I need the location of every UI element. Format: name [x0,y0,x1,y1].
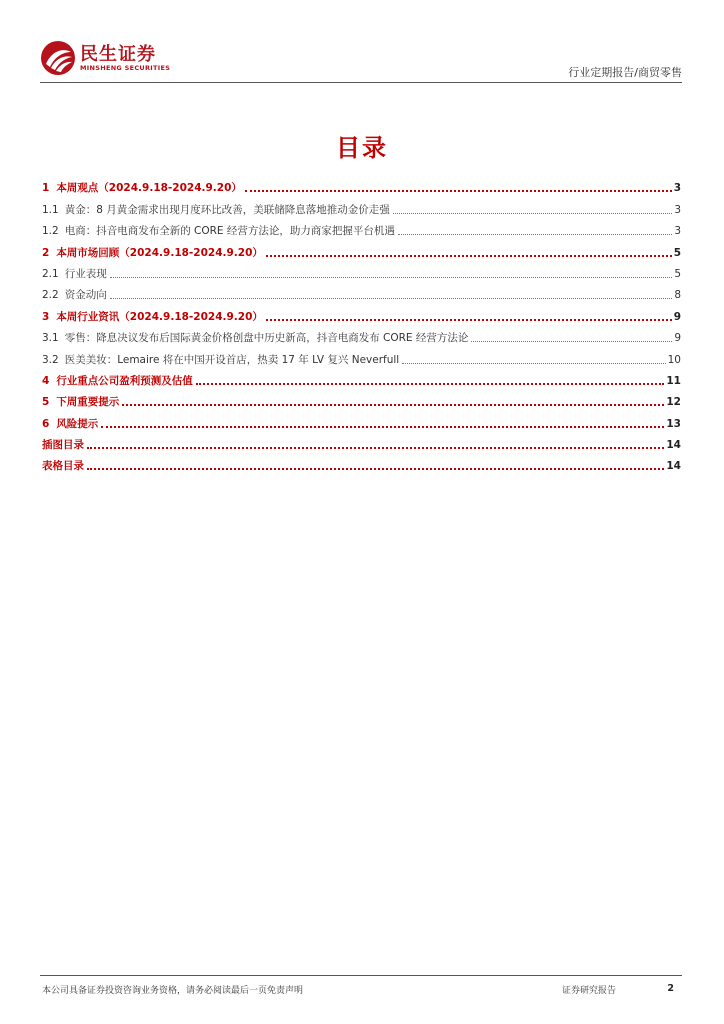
toc-dot-leader [87,468,664,470]
toc-dot-leader [196,383,665,385]
toc-entry-page: 14 [666,439,681,452]
toc-entry[interactable] [42,324,681,345]
toc-dot-leader [101,426,664,428]
toc-entry[interactable] [42,452,681,473]
toc-dot-leader [471,341,672,342]
toc-entry-number: 1.2 [42,225,59,238]
toc-entry-title: 电商：抖音电商发布全新的 CORE 经营方法论，助力商家把握平台机遇 [64,225,395,238]
toc-entry-page: 10 [667,353,681,366]
toc-dot-leader [266,319,672,321]
toc-dot-leader [398,234,672,235]
page-header [40,38,682,84]
toc-entry-title: 医美美妆：Lemaire 将在中国开设首店，热卖 17 年 LV 复兴 Neverfull [64,353,400,366]
toc-entry[interactable] [42,345,681,366]
table-of-contents [42,174,681,473]
toc-entry-number: 2.2 [42,289,59,302]
minsheng-logo-icon [40,40,76,76]
toc-entry-number: 3.2 [42,353,59,366]
footer-doc-type: 证券研究报告 [562,986,617,996]
toc-entry-page: 9 [674,332,681,345]
toc-entry[interactable] [42,431,681,452]
toc-entry-title: 行业表现 [64,267,107,280]
report-type: 行业定期报告/商贸零售 [568,66,682,79]
toc-entry-title: 本周观点（2024.9.18-2024.9.20） [56,182,242,195]
toc-entry-title: 表格目录 [42,460,84,473]
footer-divider [40,975,682,976]
toc-entry-number: 2 [42,246,50,259]
toc-entry[interactable] [42,217,681,238]
toc-entry-page: 12 [666,396,681,409]
toc-entry[interactable] [42,388,681,409]
toc-entry-number: 3.1 [42,332,59,345]
toc-entry-title: 零售：降息决议发布后国际黄金价格创盘中历史新高，抖音电商发布 CORE 经营方法论 [64,332,469,345]
toc-entry[interactable] [42,302,681,323]
toc-entry-title: 本周市场回顾（2024.9.18-2024.9.20） [56,246,263,259]
footer-disclaimer: 本公司具备证券投资咨询业务资格，请务必阅读最后一页免责声明 [42,986,304,996]
toc-entry-page: 3 [674,203,681,216]
logo-english-name: MINSHENG SECURITIES [80,64,171,72]
toc-entry-title: 本周行业资讯（2024.9.18-2024.9.20） [56,310,263,323]
toc-entry-number: 3 [42,310,50,323]
toc-entry[interactable] [42,281,681,302]
toc-entry-title: 插图目录 [42,439,84,452]
toc-entry-page: 13 [666,417,681,430]
toc-entry-number: 2.1 [42,267,59,280]
toc-entry[interactable] [42,195,681,216]
toc-entry[interactable] [42,367,681,388]
toc-dot-leader [110,298,673,299]
company-logo [40,38,190,78]
toc-entry-title: 资金动向 [64,289,107,302]
toc-entry-page: 3 [673,182,681,195]
toc-dot-leader [245,190,672,192]
toc-entry-title: 下周重要提示 [56,396,120,409]
toc-title: 目录 [336,134,388,162]
toc-dot-leader [266,255,672,257]
toc-entry-title: 行业重点公司盈利预测及估值 [56,374,193,387]
toc-dot-leader [402,363,665,364]
toc-entry-page: 11 [666,374,681,387]
toc-entry-title: 风险提示 [56,417,99,430]
toc-entry-page: 5 [674,267,681,280]
toc-entry-page: 8 [674,289,681,302]
toc-dot-leader [393,213,673,214]
page-number: 2 [667,983,674,994]
toc-entry-page: 5 [673,246,681,259]
toc-dot-leader [110,277,673,278]
logo-chinese-name: 民生证券 [80,44,156,65]
toc-dot-leader [122,404,664,406]
header-divider [40,82,682,83]
toc-entry[interactable] [42,238,681,259]
toc-entry[interactable] [42,260,681,281]
toc-entry-number: 1 [42,182,50,195]
toc-entry[interactable] [42,409,681,430]
toc-entry-page: 3 [674,225,681,238]
toc-entry[interactable] [42,174,681,195]
toc-entry-title: 黄金：8 月黄金需求出现月度环比改善，美联储降息落地推动金价走强 [64,203,390,216]
toc-entry-number: 1.1 [42,203,59,216]
toc-dot-leader [87,447,664,449]
toc-entry-number: 5 [42,396,50,409]
toc-entry-page: 9 [673,310,681,323]
toc-entry-number: 4 [42,374,50,387]
toc-entry-number: 6 [42,417,50,430]
toc-entry-page: 14 [666,460,681,473]
